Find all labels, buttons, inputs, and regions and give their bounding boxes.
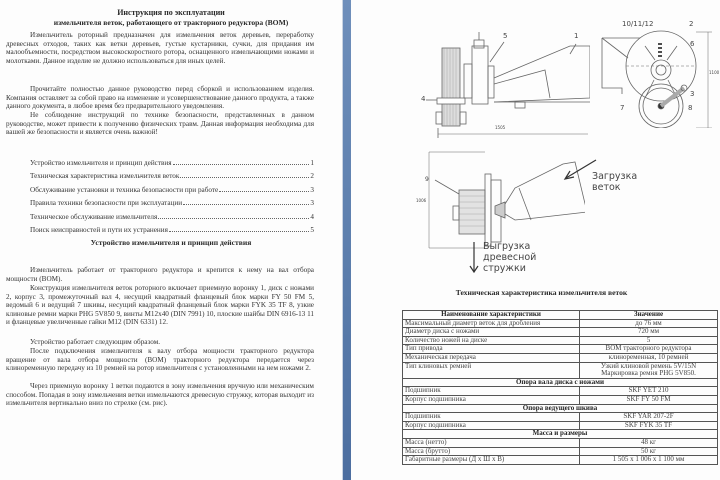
label-4: 4 — [421, 95, 426, 103]
front-view-drawing — [600, 18, 715, 128]
doc-title-line1: Инструкция по эксплуатации — [117, 8, 225, 17]
section-paragraph-4: После подключения измельчителя к валу отбора мощности тракторного редуктора вращение от вала отбора мощности (ВОМ) тракторного редуктора передается через клиноременную передачу из 10 ремней на ротор измельчителя с установленными на нем ножами 2. — [6, 347, 314, 373]
spec-table — [402, 310, 718, 465]
toc-leader-dots — [158, 217, 309, 219]
section-paragraph-2: Конструкция измельчителя веток роторного включает приемную воронку 1, диск с ножами 2, корпус 3, промежуточный вал 4, несущий квадратный фланцевый блок марки FY 50 FM 5, ведомый 6 и ведущий 7 шкивы, несущий квадратный фланцевый блок марки FYK 35 TF 8, узкие клиновые ремни марки PHG 5V850 9, винты M12x40 (DIN 7991) 10, плоские шайбы DIN 6916-13 11 и фланцевые увеличенные гайки M12 (DIN 6331) 12. — [6, 284, 314, 327]
section-paragraph-5: Через приемную воронку 1 ветки подаются в зону измельчения вручную или механическим способом. Попадая в зону измельчения ветки измельчаются древесную стружку, которая выходит из измельчителя вертикально вниз по стрелке (см. рис). — [6, 382, 314, 408]
table-group-title: Масса и размеры — [403, 430, 718, 439]
toc-item[interactable] — [30, 194, 314, 208]
table-cell-value-line1: Узкий клиновой ремень 5V/15N — [600, 361, 697, 370]
table-cell-value: 48 кг — [580, 438, 718, 447]
toc-item-page: 3 — [310, 185, 314, 194]
label-10-11-12: 10/11/12 — [622, 20, 654, 28]
table-cell-name: Масса (брутто) — [403, 447, 580, 456]
toc-leader-dots — [173, 163, 310, 165]
toc-item-page: 4 — [310, 212, 314, 221]
table-group-title: Опора ведущего шкива — [403, 404, 718, 413]
toc-item[interactable] — [30, 153, 314, 167]
toc-item-title: Устройство измельчителя и принцип действия — [30, 158, 172, 167]
unload-arrow-icon — [468, 240, 480, 274]
table-cell-value: 50 кг — [580, 447, 718, 456]
table-of-contents — [30, 153, 314, 234]
toc-item-page: 1 — [310, 158, 314, 167]
table-cell-value: клиноременная, 10 ремней — [580, 353, 718, 362]
label-1: 1 — [574, 32, 579, 40]
intro-paragraph: Измельчитель роторный предназначен для измельчения веток деревьев, переработку древесных отходов, таких как ветки деревьев, густые кустарники, сучки, для придания им малообъемности, посредством высокоскоростного ротора, оснащенного измельчающими ножами и молотками. Данное изделие не должно использоваться для иных целей. — [6, 31, 314, 65]
table-cell-value: 1 505 x 1 006 x 1 100 мм — [580, 456, 718, 465]
toc-item-page: 2 — [310, 172, 314, 180]
caption-unload-line3: стружки — [483, 263, 526, 274]
caption-load — [592, 171, 637, 193]
dimension-top: 1006 — [416, 198, 427, 203]
table-cell-name: Количество ножей на диске — [403, 336, 580, 345]
label-5: 5 — [503, 32, 508, 40]
table-cell-name: Подшипник — [403, 387, 580, 396]
dimension-side: 1505 — [495, 125, 506, 130]
table-row — [403, 438, 718, 447]
table-cell-value: ВОМ тракторного редуктора — [580, 345, 718, 354]
caption-unload-line1: Выгрузка — [483, 241, 531, 252]
toc-item[interactable] — [30, 221, 314, 235]
table-cell-value: SKF FY 50 FM — [580, 395, 718, 404]
section-paragraph-3: Устройство работает следующим образом. — [30, 338, 161, 346]
toc-item-title: Техническое обслуживание измельчителя — [30, 212, 158, 221]
table-cell-name: Тип привода — [403, 345, 580, 354]
caption-unload-line2: древесной — [483, 252, 537, 263]
toc-leader-dots — [169, 230, 309, 232]
table-cell-name: Подшипник — [403, 413, 580, 422]
read-paragraph: Прочитайте полностью данное руководство перед сборкой и использованием изделия. Компания оставляет за собой право на изменение и усовершенствование данного продукта, а также данного документа, в любое время без предварительного уведомления. — [6, 85, 314, 111]
table-cell-name: Диаметр диска с ножами — [403, 328, 580, 337]
toc-item-title: Поиск неисправностей и пути их устранения — [30, 226, 168, 234]
toc-leader-dots — [180, 176, 309, 178]
toc-item-title: Обслуживание установки и техника безопасности при работе — [30, 185, 219, 194]
toc-item[interactable] — [30, 180, 314, 194]
label-6: 6 — [690, 40, 695, 48]
table-cell-value: 720 мм — [580, 328, 718, 337]
table-header-value: Значение — [580, 311, 718, 320]
section-paragraph-1: Измельчитель работает от тракторного редуктора и крепится к нему на вал отбора мощности (ВОМ). — [6, 266, 314, 283]
toc-leader-dots — [219, 190, 309, 192]
table-cell-value-line2: Маркировка ремня PHG 5V850. — [601, 369, 696, 378]
section-title: Устройство измельчителя и принцип действия — [90, 238, 252, 247]
table-row — [403, 413, 718, 422]
toc-leader-dots — [183, 203, 309, 205]
toc-item-page: 5 — [310, 226, 314, 234]
toc-item-title: Правила техники безопасности при эксплуатации — [30, 199, 183, 207]
label-2: 2 — [689, 20, 694, 28]
caption-load-line1: Загрузка — [592, 171, 638, 182]
label-9: 9 — [425, 176, 429, 183]
toc-item-page: 3 — [310, 199, 314, 207]
table-group-row — [403, 430, 718, 439]
table-cell-name: Корпус подшипника — [403, 395, 580, 404]
table-cell-value — [580, 362, 718, 378]
caption-unload — [483, 241, 536, 274]
toc-item-title: Техническая характеристика измельчителя веток — [30, 172, 180, 180]
caption-load-line2: веток — [592, 182, 621, 193]
table-cell-value: до 76 мм — [580, 319, 718, 328]
table-cell-name: Механическая передача — [403, 353, 580, 362]
table-row — [403, 362, 718, 378]
table-header-row — [403, 311, 718, 320]
table-row — [403, 456, 718, 465]
table-cell-name: Масса (нетто) — [403, 438, 580, 447]
table-row — [403, 353, 718, 362]
dimension-front: 1100 — [709, 70, 720, 75]
table-group-title: Опора вала диска с ножами — [403, 378, 718, 387]
table-cell-name: Максимальный диаметр веток для дробления — [403, 319, 580, 328]
table-cell-name: Тип клиновых ремней — [403, 362, 580, 378]
safety-paragraph: Не соблюдение инструкций по технике безопасности, представленных в данном руководстве, может привести к получению физических травм. Данная информация необходима для вашей же безопасности и является очень важной! — [6, 111, 314, 137]
table-title: Техническая характеристика измельчителя веток — [455, 288, 628, 297]
table-header-name: Наименование характеристики — [403, 311, 580, 320]
table-cell-value: SKF FYK 35 TF — [580, 421, 718, 430]
table-row — [403, 395, 718, 404]
toc-item[interactable] — [30, 207, 314, 221]
table-group-row — [403, 378, 718, 387]
document-page-left — [0, 0, 342, 480]
table-cell-value: 5 — [580, 336, 718, 345]
doc-title-line2: измельчителя веток, работающего от тракторного редуктора (ВОМ) — [53, 18, 289, 27]
table-cell-value: SKF YET 210 — [580, 387, 718, 396]
label-7: 7 — [620, 104, 625, 112]
table-row — [403, 328, 718, 337]
table-cell-value: SKF YAR 207-2F — [580, 413, 718, 422]
table-cell-name: Корпус подшипника — [403, 421, 580, 430]
toc-item[interactable] — [30, 167, 314, 181]
table-cell-name: Габаритные размеры (Д x Ш x В) — [403, 456, 580, 465]
label-8: 8 — [688, 104, 693, 112]
label-3: 3 — [690, 90, 695, 98]
